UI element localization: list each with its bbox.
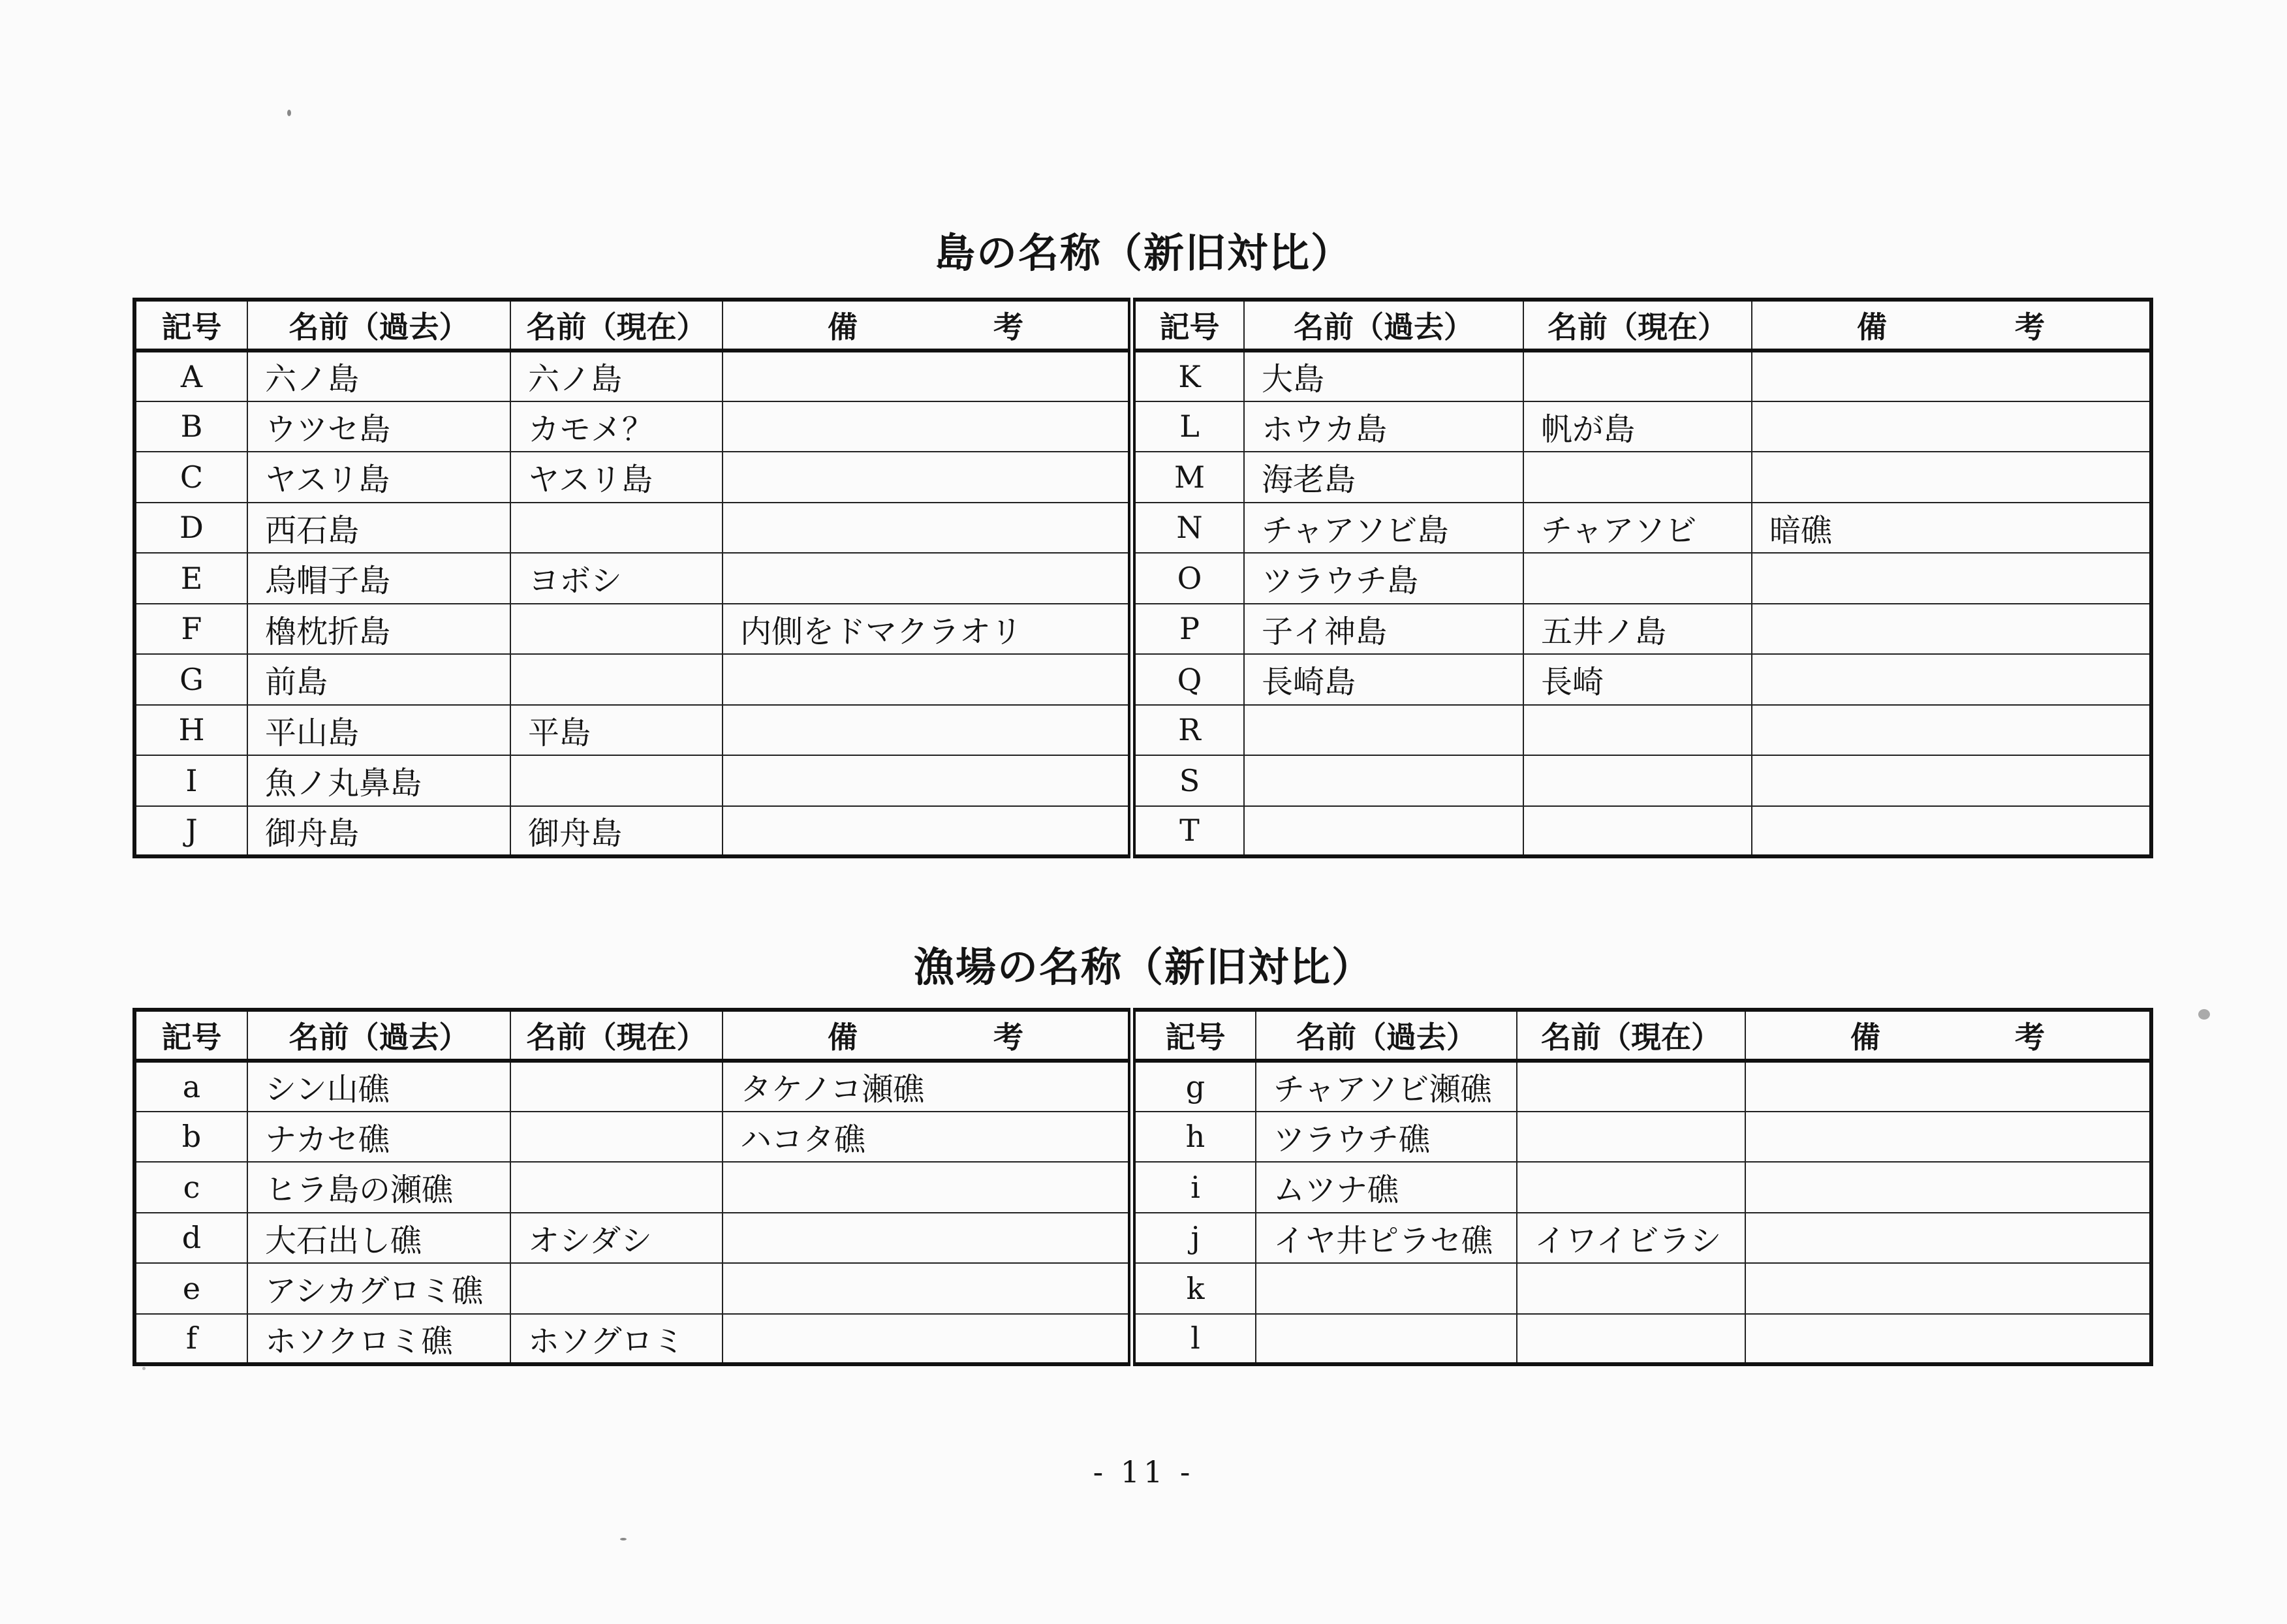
present-name-cell <box>1523 755 1752 806</box>
column-header-code: 記号 <box>134 1010 247 1061</box>
remarks-header-part-1: 備 <box>1850 1020 1880 1055</box>
past-name-cell: 西石島 <box>247 503 510 554</box>
present-name-cell <box>510 1112 723 1163</box>
page-number: - 11 - <box>1093 1454 1194 1490</box>
table-row <box>134 705 2151 756</box>
remarks-cell <box>1745 1314 2151 1365</box>
remarks-cell <box>723 503 1132 554</box>
present-name-cell <box>510 1061 723 1112</box>
column-header-code: 記号 <box>134 300 247 351</box>
present-name-cell: ホソグロミ <box>510 1314 723 1365</box>
code-cell: O <box>1132 553 1244 604</box>
remarks-cell <box>723 1314 1132 1365</box>
remarks-cell: 暗礁 <box>1752 503 2151 554</box>
past-name-cell: シン山礁 <box>247 1061 510 1112</box>
code-cell: M <box>1132 452 1244 503</box>
remarks-cell <box>1745 1162 2151 1213</box>
remarks-cell <box>1752 452 2151 503</box>
present-name-cell: カモメ？ <box>510 401 723 452</box>
past-name-cell: ヒラ島の瀬礁 <box>247 1162 510 1213</box>
fisheries-table-body <box>134 1010 2151 1364</box>
table-row <box>134 1263 2151 1314</box>
code-cell: A <box>134 351 247 401</box>
remarks-header-label <box>723 1014 1128 1057</box>
table-row <box>134 1213 2151 1264</box>
remarks-cell <box>723 452 1132 503</box>
present-name-cell: 六ノ島 <box>510 351 723 401</box>
remarks-cell <box>1745 1263 2151 1314</box>
remarks-cell <box>723 1263 1132 1314</box>
remarks-cell <box>1752 806 2151 857</box>
remarks-cell <box>1752 401 2151 452</box>
table-row <box>134 553 2151 604</box>
past-name-cell: 烏帽子島 <box>247 553 510 604</box>
column-header-past-name: 名前（過去） <box>247 1010 510 1061</box>
past-name-cell: ツラウチ礁 <box>1256 1112 1517 1163</box>
past-name-cell: ウツセ島 <box>247 401 510 452</box>
column-header-present-name: 名前（現在） <box>1523 300 1752 351</box>
remarks-cell <box>1752 654 2151 705</box>
code-cell: H <box>134 705 247 756</box>
past-name-cell: 六ノ島 <box>247 351 510 401</box>
present-name-cell <box>1517 1112 1745 1163</box>
code-cell: R <box>1132 705 1244 756</box>
column-header-past-name: 名前（過去） <box>1244 300 1523 351</box>
present-name-cell: チャアソビ <box>1523 503 1752 554</box>
scan-speck <box>142 1367 146 1370</box>
code-cell: f <box>134 1314 247 1365</box>
remarks-header-part-1: 備 <box>828 309 858 345</box>
present-name-cell: 長崎 <box>1523 654 1752 705</box>
code-cell: D <box>134 503 247 554</box>
column-header-remarks <box>723 300 1132 351</box>
column-header-present-name: 名前（現在） <box>510 300 723 351</box>
present-name-cell <box>510 1263 723 1314</box>
past-name-cell: アシカグロミ礁 <box>247 1263 510 1314</box>
column-header-remarks <box>723 1010 1132 1061</box>
column-header-past-name: 名前（過去） <box>1256 1010 1517 1061</box>
present-name-cell <box>1523 351 1752 401</box>
code-cell: g <box>1132 1061 1256 1112</box>
remarks-cell <box>1752 553 2151 604</box>
fisheries-table <box>132 1008 2153 1366</box>
table-row <box>134 1314 2151 1365</box>
past-name-cell: ホウカ島 <box>1244 401 1523 452</box>
remarks-header-part-2: 考 <box>2015 1020 2045 1055</box>
code-cell: i <box>1132 1162 1256 1213</box>
code-cell: k <box>1132 1263 1256 1314</box>
present-name-cell: ヨボシ <box>510 553 723 604</box>
column-header-remarks <box>1745 1010 2151 1061</box>
table-row <box>134 604 2151 655</box>
table-row <box>134 401 2151 452</box>
table-row <box>134 654 2151 705</box>
present-name-cell <box>1523 705 1752 756</box>
islands-table-title: 島の名称（新旧対比） <box>934 229 1352 277</box>
column-header-code: 記号 <box>1132 1010 1256 1061</box>
code-cell: j <box>1132 1213 1256 1264</box>
remarks-header-label <box>1752 304 2149 347</box>
past-name-cell <box>1244 755 1523 806</box>
present-name-cell <box>510 654 723 705</box>
past-name-cell: 長崎島 <box>1244 654 1523 705</box>
remarks-cell: ハコタ礁 <box>723 1112 1132 1163</box>
code-cell: h <box>1132 1112 1256 1163</box>
code-cell: T <box>1132 806 1244 857</box>
code-cell: F <box>134 604 247 655</box>
remarks-cell <box>723 705 1132 756</box>
code-cell: G <box>134 654 247 705</box>
past-name-cell: 櫓枕折島 <box>247 604 510 655</box>
present-name-cell <box>510 755 723 806</box>
column-header-present-name: 名前（現在） <box>1517 1010 1745 1061</box>
code-cell: N <box>1132 503 1244 554</box>
islands-table <box>132 298 2153 858</box>
column-header-code: 記号 <box>1132 300 1244 351</box>
code-cell: b <box>134 1112 247 1163</box>
present-name-cell <box>1517 1314 1745 1365</box>
remarks-cell <box>1752 351 2151 401</box>
past-name-cell: チャアソビ瀬礁 <box>1256 1061 1517 1112</box>
past-name-cell <box>1256 1263 1517 1314</box>
past-name-cell: 子イ神島 <box>1244 604 1523 655</box>
past-name-cell: ホソクロミ礁 <box>247 1314 510 1365</box>
past-name-cell: 大石出し礁 <box>247 1213 510 1264</box>
remarks-cell <box>723 401 1132 452</box>
table-row <box>134 1162 2151 1213</box>
code-cell: e <box>134 1263 247 1314</box>
present-name-cell: ヤスリ島 <box>510 452 723 503</box>
column-header-remarks <box>1752 300 2151 351</box>
code-cell: J <box>134 806 247 857</box>
table-row <box>134 1061 2151 1112</box>
table-row <box>134 351 2151 401</box>
past-name-cell: イヤ井ピラセ礁 <box>1256 1213 1517 1264</box>
code-cell: Q <box>1132 654 1244 705</box>
islands-table-body <box>134 300 2151 856</box>
past-name-cell: ムツナ礁 <box>1256 1162 1517 1213</box>
remarks-cell: タケノコ瀬礁 <box>723 1061 1132 1112</box>
present-name-cell: オシダシ <box>510 1213 723 1264</box>
table-row <box>134 1112 2151 1163</box>
remarks-header-part-2: 考 <box>993 1020 1023 1055</box>
header-row <box>134 1010 2151 1061</box>
table-row <box>134 503 2151 554</box>
remarks-cell <box>723 806 1132 857</box>
present-name-cell <box>1517 1263 1745 1314</box>
past-name-cell: 前島 <box>247 654 510 705</box>
past-name-cell: 平山島 <box>247 705 510 756</box>
column-header-present-name: 名前（現在） <box>510 1010 723 1061</box>
present-name-cell: 五井ノ島 <box>1523 604 1752 655</box>
remarks-cell <box>1752 705 2151 756</box>
scan-speck <box>620 1538 627 1540</box>
table-row <box>134 452 2151 503</box>
present-name-cell: 平島 <box>510 705 723 756</box>
code-cell: E <box>134 553 247 604</box>
remarks-cell: 内側をドマクラオリ <box>723 604 1132 655</box>
remarks-cell <box>723 654 1132 705</box>
present-name-cell <box>1517 1061 1745 1112</box>
past-name-cell <box>1244 705 1523 756</box>
code-cell: B <box>134 401 247 452</box>
code-cell: K <box>1132 351 1244 401</box>
code-cell: c <box>134 1162 247 1213</box>
present-name-cell <box>1523 553 1752 604</box>
column-header-past-name: 名前（過去） <box>247 300 510 351</box>
present-name-cell: 御舟島 <box>510 806 723 857</box>
present-name-cell: 帆が島 <box>1523 401 1752 452</box>
remarks-cell <box>723 755 1132 806</box>
code-cell: I <box>134 755 247 806</box>
present-name-cell <box>1523 452 1752 503</box>
past-name-cell: チャアソビ島 <box>1244 503 1523 554</box>
remarks-header-part-2: 考 <box>993 309 1023 345</box>
past-name-cell: ヤスリ島 <box>247 452 510 503</box>
remarks-cell <box>1752 604 2151 655</box>
present-name-cell <box>1523 806 1752 857</box>
remarks-header-label <box>723 304 1128 347</box>
remarks-cell <box>723 553 1132 604</box>
remarks-header-part-2: 考 <box>2015 309 2045 345</box>
code-cell: P <box>1132 604 1244 655</box>
present-name-cell: イワイビラシ <box>1517 1213 1745 1264</box>
past-name-cell <box>1256 1314 1517 1365</box>
remarks-cell <box>723 1162 1132 1213</box>
remarks-cell <box>1745 1112 2151 1163</box>
present-name-cell <box>510 503 723 554</box>
code-cell: l <box>1132 1314 1256 1365</box>
past-name-cell: ツラウチ島 <box>1244 553 1523 604</box>
code-cell: d <box>134 1213 247 1264</box>
remarks-header-part-1: 備 <box>828 1020 858 1055</box>
table-row <box>134 755 2151 806</box>
remarks-cell <box>723 351 1132 401</box>
code-cell: C <box>134 452 247 503</box>
fisheries-table-title: 漁場の名称（新旧対比） <box>913 943 1373 991</box>
past-name-cell: 御舟島 <box>247 806 510 857</box>
remarks-cell <box>1745 1213 2151 1264</box>
past-name-cell: 大島 <box>1244 351 1523 401</box>
remarks-header-part-1: 備 <box>1857 309 1887 345</box>
header-row <box>134 300 2151 351</box>
remarks-cell <box>1752 755 2151 806</box>
past-name-cell: ナカセ礁 <box>247 1112 510 1163</box>
present-name-cell <box>1517 1162 1745 1213</box>
table-row <box>134 806 2151 857</box>
past-name-cell: 魚ノ丸鼻島 <box>247 755 510 806</box>
remarks-header-label <box>1746 1014 2149 1057</box>
code-cell: L <box>1132 401 1244 452</box>
past-name-cell: 海老島 <box>1244 452 1523 503</box>
remarks-cell <box>723 1213 1132 1264</box>
scan-speck <box>2198 1009 2210 1020</box>
present-name-cell <box>510 1162 723 1213</box>
code-cell: S <box>1132 755 1244 806</box>
past-name-cell <box>1244 806 1523 857</box>
code-cell: a <box>134 1061 247 1112</box>
remarks-cell <box>1745 1061 2151 1112</box>
present-name-cell <box>510 604 723 655</box>
scan-speck <box>287 110 291 116</box>
